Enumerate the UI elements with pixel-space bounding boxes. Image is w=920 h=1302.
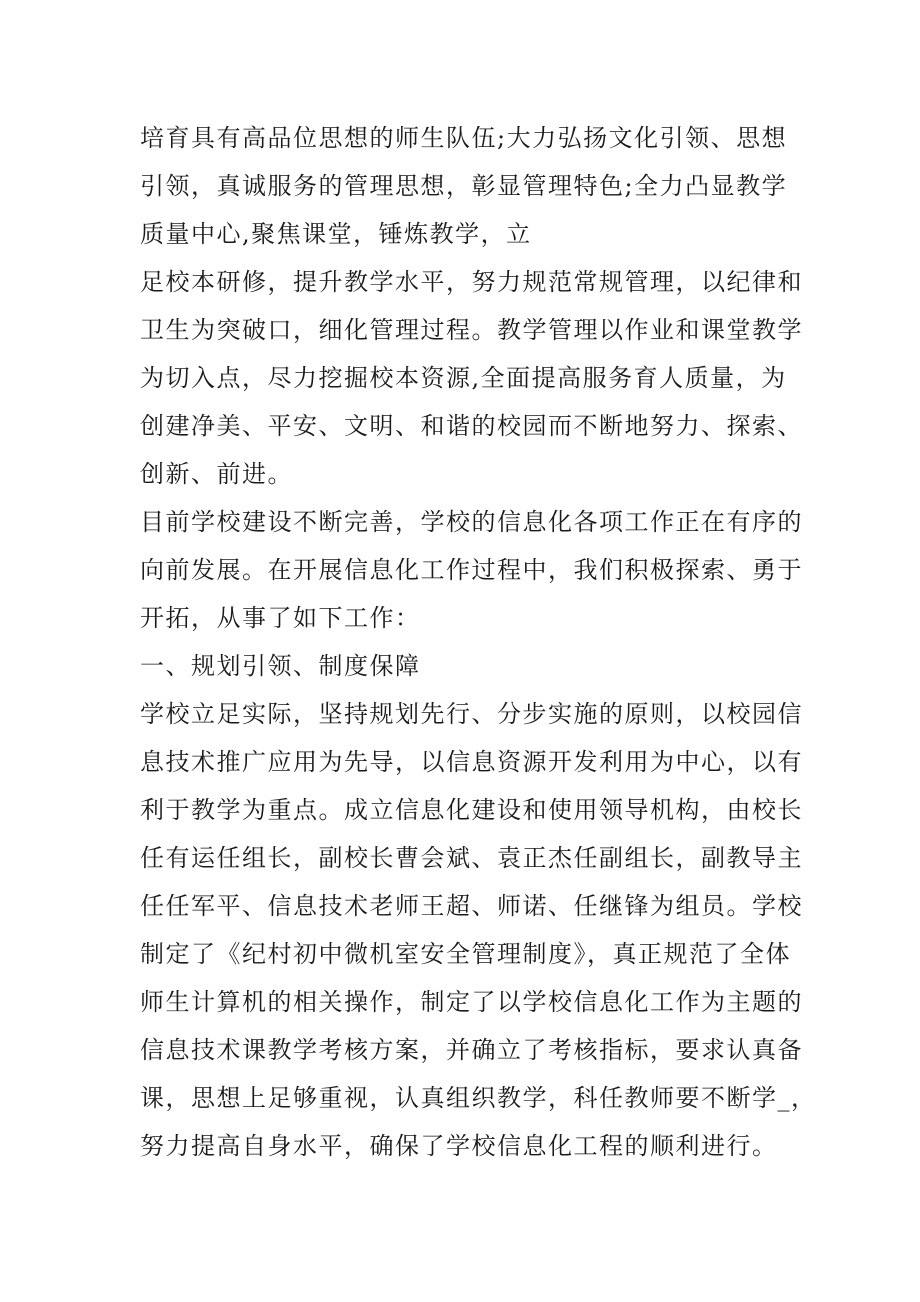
text-line-18: 制定了《纪村初中微机室安全管理制度》，真正规范了全体 [140,940,791,968]
text-line-6: 为切入点，尽力挖掘校本资源,全面提高服务育人质量，为 [140,364,787,392]
text-line-21: 课，思想上足够重视，认真组织教学，科任教师要不断学_， [140,1084,817,1112]
text-line-2: 引领，真诚服务的管理思想，彰显管理特色;全力凸显教学 [140,172,788,200]
text-line-17: 任任军平、信息技术老师王超、师诺、任继锋为组员。学校 [140,892,803,920]
text-line-22: 努力提高自身水平，确保了学校信息化工程的顺利进行。 [140,1132,778,1160]
document-body [140,114,817,1170]
text-line-16: 任有运任组长，副校长曹会斌、袁正杰任副组长，副教导主 [140,844,803,872]
section-heading: 一、规划引领、制度保障 [140,652,421,680]
text-line-1: 培育具有高品位思想的师生队伍;大力弘扬文化引领、思想 [140,124,788,152]
text-line-7: 创建净美、平安、文明、和谐的校园而不断地努力、探索、 [140,412,803,440]
text-line-10: 向前发展。在开展信息化工作过程中，我们积极探索、勇于 [140,556,803,584]
text-line-9: 目前学校建设不断完善，学校的信息化各项工作正在有序的 [140,508,803,536]
text-line-15: 利于教学为重点。成立信息化建设和使用领导机构，由校长 [140,796,803,824]
text-line-13: 学校立足实际，坚持规划先行、分步实施的原则，以校园信 [140,700,803,728]
text-line-5: 卫生为突破口，细化管理过程。教学管理以作业和课堂教学 [140,316,803,344]
text-line-14: 息技术推广应用为先导，以信息资源开发利用为中心，以有 [140,748,803,776]
text-line-3: 质量中心,聚焦课堂，锤炼教学，立 [140,220,532,248]
text-line-20: 信息技术课教学考核方案，并确立了考核指标，要求认真备 [140,1036,803,1064]
text-line-8: 创新、前进。 [140,460,293,488]
text-line-19: 师生计算机的相关操作，制定了以学校信息化工作为主题的 [140,988,803,1016]
text-line-11: 开拓，从事了如下工作： [140,604,421,632]
text-line-4: 足校本研修，提升教学水平，努力规范常规管理，以纪律和 [140,268,803,296]
